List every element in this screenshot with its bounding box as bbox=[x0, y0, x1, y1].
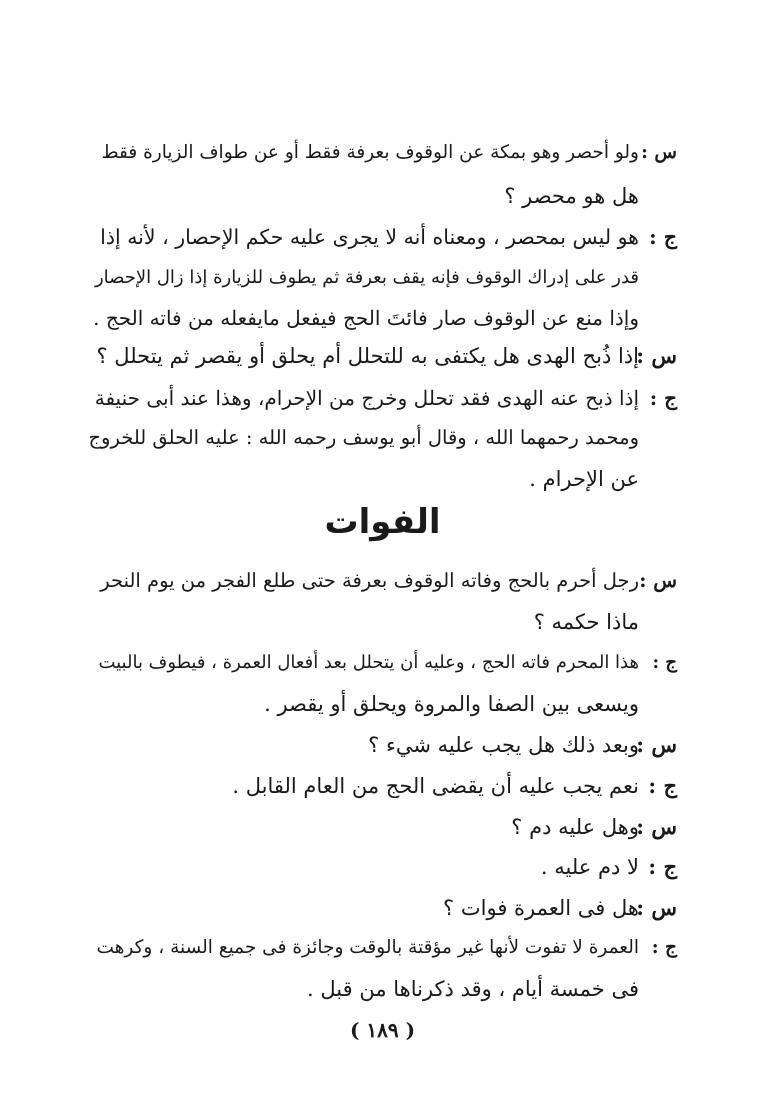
continuation-line bbox=[93, 303, 639, 333]
line-text: نعم يجب عليه أن يقضى الحج من العام القابل . bbox=[232, 774, 639, 798]
line-text: العمرة لا تفوت لأنها غير مؤقتة بالوقت وجائزة فى جميع السنة ، وكرهت bbox=[96, 937, 639, 958]
line-text: وبعد ذلك هل يجب عليه شيء ؟ bbox=[368, 733, 639, 757]
answer-line bbox=[232, 771, 677, 801]
answer-line bbox=[95, 383, 677, 413]
question-marker: س : bbox=[641, 142, 677, 163]
line-text: إذا ذبح عنه الهدى فقد تحلل وخرج من الإحرام، وهذا عند أبى حنيفة bbox=[94, 386, 639, 410]
continuation-line bbox=[264, 689, 639, 719]
answer-marker: ج : bbox=[651, 937, 677, 958]
line-text: هذا المحرم فاته الحج ، وعليه أن يتحلل بعد أفعال العمرة ، فيطوف بالبيت bbox=[98, 652, 639, 673]
answer-marker: ج : bbox=[649, 225, 677, 249]
continuation-line bbox=[88, 423, 639, 453]
question-marker: س : bbox=[636, 895, 677, 920]
line-text: ومحمد رحمهما الله ، وقال أبو يوسف رحمه الله : عليه الحلق للخروج bbox=[88, 426, 639, 449]
answer-line bbox=[100, 222, 677, 252]
line-text: رجل أحرم بالحج وفاته الوقوف بعرفة حتى طلع الفجر من يوم النحر bbox=[100, 569, 639, 592]
line-text: وإذا منع عن الوقوف صار فائتَ الحج فيفعل مايفعله من فاته الحج . bbox=[93, 306, 639, 330]
answer-marker: ج : bbox=[649, 386, 677, 410]
question-marker: س : bbox=[636, 814, 677, 839]
continuation-line bbox=[534, 607, 639, 637]
question-line bbox=[511, 812, 677, 842]
question-line bbox=[96, 341, 677, 371]
continuation-line bbox=[504, 181, 639, 211]
line-text: ويسعى بين الصفا والمروة ويحلق أو يقصر . bbox=[264, 692, 639, 716]
question-line bbox=[100, 566, 677, 596]
answer-line bbox=[541, 852, 677, 882]
question-marker: س : bbox=[636, 343, 677, 368]
answer-marker: ج : bbox=[652, 652, 677, 673]
continuation-line bbox=[307, 974, 639, 1004]
line-text: إذا ذُبح الهدى هل يكتفى به للتحلل أم يحلق أو يقصر ثم يتحلل ؟ bbox=[96, 344, 639, 368]
line-text: عن الإحرام . bbox=[529, 467, 639, 491]
line-text: هل هو محصر ؟ bbox=[504, 184, 639, 208]
line-text: ولو أحصر وهو بمكة عن الوقوف بعرفة فقط أو عن طواف الزيارة فقط bbox=[101, 142, 639, 163]
line-text: هو ليس بمحصر ، ومعناه أنه لا يجرى عليه حكم الإحصار ، لأنه إذا bbox=[100, 225, 639, 249]
answer-line bbox=[98, 648, 677, 678]
section-heading: الفوات bbox=[324, 502, 441, 542]
question-line bbox=[101, 138, 677, 168]
answer-marker: ج : bbox=[648, 773, 677, 798]
line-text: ماذا حكمه ؟ bbox=[533, 610, 639, 634]
question-marker: س : bbox=[639, 569, 677, 592]
line-text: قدر على إدراك الوقوف فإنه يقف بعرفة ثم يطوف للزيارة إذا زال الإحصار bbox=[94, 267, 639, 288]
answer-marker: ج : bbox=[648, 854, 677, 879]
line-text: لا دم عليه . bbox=[540, 855, 639, 879]
line-text: هل فى العمرة فوات ؟ bbox=[443, 896, 639, 920]
question-line bbox=[443, 893, 677, 923]
question-marker: س : bbox=[636, 732, 677, 757]
line-text: فى خمسة أيام ، وقد ذكرناها من قبل . bbox=[307, 977, 639, 1001]
line-text: وهل عليه دم ؟ bbox=[511, 815, 639, 839]
answer-line bbox=[96, 933, 677, 963]
continuation-line bbox=[95, 263, 639, 293]
continuation-line bbox=[529, 464, 639, 494]
question-line bbox=[368, 730, 677, 760]
page-number: ( ١٨٩ ) bbox=[349, 1018, 416, 1042]
